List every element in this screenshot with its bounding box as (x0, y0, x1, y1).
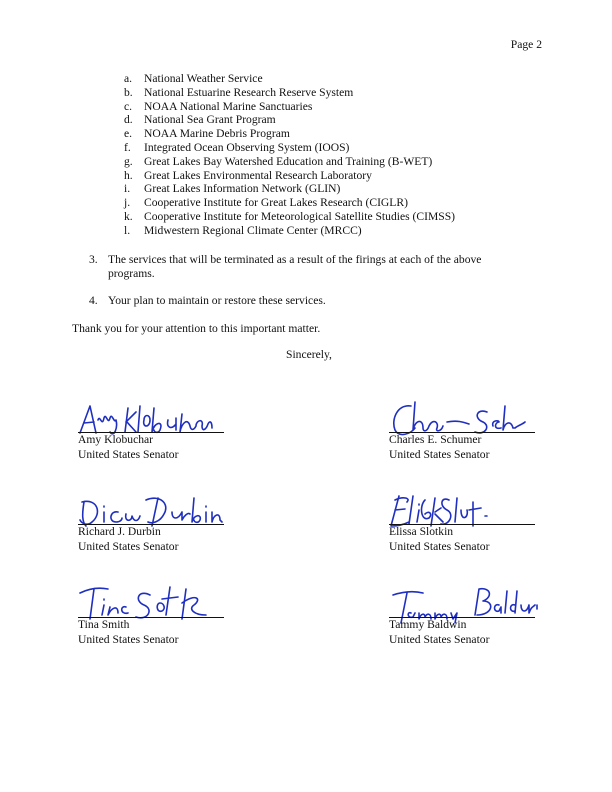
signatory-name: Tammy Baldwin (389, 618, 467, 631)
closing-text: Thank you for your attention to this important matter. (72, 322, 321, 335)
signatory-name: Tina Smith (78, 618, 130, 631)
list-item: e. NOAA Marine Debris Program (124, 127, 290, 141)
signatory-title: United States Senator (78, 633, 179, 646)
list-item: j. Cooperative Institute for Great Lakes Research (CIGLR) (124, 196, 408, 210)
program-list (124, 72, 455, 238)
list-item: g. Great Lakes Bay Watershed Education and Training (B-WET) (124, 154, 433, 168)
list-item: a. National Weather Service (124, 72, 263, 85)
list-item: c. NOAA National Marine Sanctuaries (124, 99, 313, 113)
signatory-title: United States Senator (78, 540, 179, 553)
signatory-name: Elissa Slotkin (389, 525, 454, 538)
list-item: h. Great Lakes Environmental Research Laboratory (124, 168, 372, 182)
page-number: Page 2 (510, 38, 542, 51)
signatory-title: United States Senator (78, 448, 179, 461)
sign-off: Sincerely, (286, 348, 332, 361)
signatory-name: Amy Klobuchar (78, 433, 154, 446)
list-item: l. Midwestern Regional Climate Center (MRCC) (124, 223, 362, 237)
list-item: b. National Estuarine Research Reserve System (124, 85, 354, 99)
signatory-name: Richard J. Durbin (78, 525, 161, 538)
signatory-name: Charles E. Schumer (389, 433, 482, 446)
signatory-title: United States Senator (389, 633, 490, 646)
signatory-title: United States Senator (389, 540, 490, 553)
list-item: i. Great Lakes Information Network (GLIN) (124, 182, 341, 196)
signatory-title: United States Senator (389, 448, 490, 461)
list-item: d. National Sea Grant Program (124, 113, 276, 127)
list-item: f. Integrated Ocean Observing System (IOOS) (124, 140, 350, 154)
list-item: k. Cooperative Institute for Meteorological Satellite Studies (CIMSS) (124, 209, 456, 223)
